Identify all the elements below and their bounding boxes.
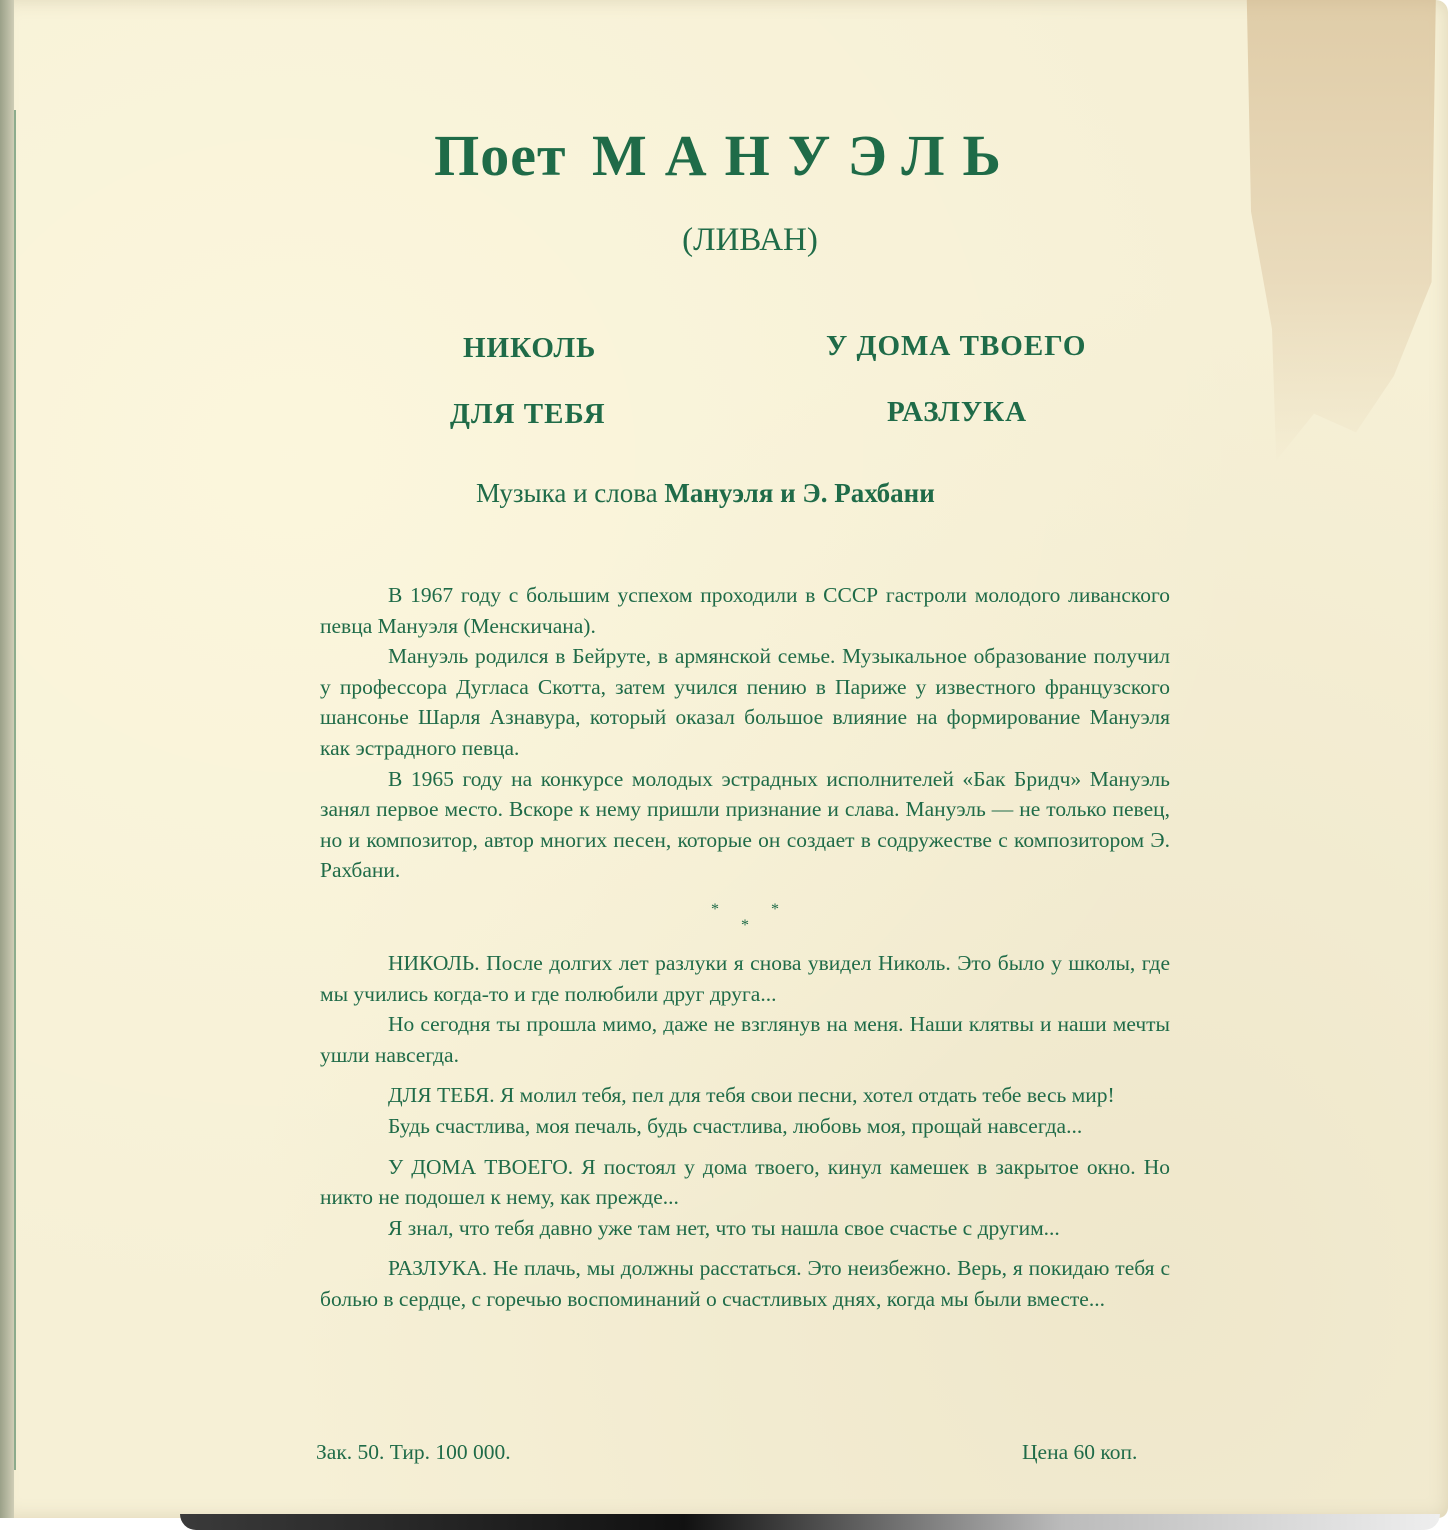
credits-label: Музыка и слова (476, 478, 658, 508)
page-title (0, 122, 1453, 189)
bio-paragraph: Мануэль родился в Бейруте, в армянской семье. Музыкальное образование получил у профессора Дугласа Скотта, затем учился пению в Париже у известного французского шансонье Шарля Азнавура, который оказал большое влияние на формирование Мануэля как эстрадного певца. (320, 644, 1170, 760)
song-description: У ДОМА ТВОЕГО. Я постоял у дома твоего, кинул камешек в закрытое окно. Но никто не подошел к нему, как прежде... (320, 1154, 1170, 1210)
asterisk: * (771, 900, 779, 918)
asterisk: * (741, 916, 749, 934)
song-title-4: РАЗЛУКА (887, 396, 1028, 428)
credits-line (476, 478, 935, 509)
liner-notes (320, 580, 1170, 1314)
bio-paragraph: В 1965 году на конкурсе молодых эстрадных исполнителей «Бак Бридч» Мануэль занял первое место. Вскоре к нему пришли признание и слава. Мануэль — не только певец, но и композитор, автор многих песен, которые он создает в содружестве с композитором Э. Рахбани. (320, 766, 1170, 883)
artist-name: МАНУЭЛЬ (592, 123, 1019, 188)
song-title-1: НИКОЛЬ (463, 332, 597, 364)
song-description: Я знал, что тебя давно уже там нет, что ты нашла свое счастье с другим... (388, 1215, 1060, 1240)
price: Цена 60 коп. (1022, 1440, 1138, 1464)
section-separator (320, 902, 1170, 934)
song-title-2: У ДОМА ТВОЕГО (826, 330, 1087, 362)
artist-country: (ЛИВАН) (682, 222, 818, 258)
song-title-3: ДЛЯ ТЕБЯ (450, 398, 606, 430)
song-description: РАЗЛУКА. Не плачь, мы должны расстаться. Это неизбежно. Верь, я покидаю тебя с болью в сердце, с горечью воспоминаний о счастливых днях, когда мы были вместе... (320, 1256, 1170, 1311)
credits-authors: Мануэля и Э. Рахбани (664, 478, 935, 508)
title-prefix: Поет (434, 123, 567, 188)
print-info: Зак. 50. Тир. 100 000. (316, 1440, 511, 1464)
song-description: НИКОЛЬ. После долгих лет разлуки я снова увидел Николь. Это было у школы, где мы учились когда-то и где полюбили друг друга... (320, 950, 1170, 1006)
vinyl-record-edge (180, 1514, 1440, 1530)
song-description: Будь счастлива, моя печаль, будь счастлива, любовь моя, прощай навсегда... (388, 1113, 1083, 1138)
bio-paragraph: В 1967 году с большим успехом проходили в СССР гастроли молодого ливанского певца Мануэля (Менскичана). (320, 583, 1170, 638)
asterisk: * (711, 900, 719, 918)
song-description: ДЛЯ ТЕБЯ. Я молил тебя, пел для тебя свои песни, хотел отдать тебе весь мир! (388, 1083, 1115, 1108)
song-description: Но сегодня ты прошла мимо, даже не взглянув на меня. Наши клятвы и наши мечты ушли навсегда. (320, 1012, 1170, 1067)
spine-stripe (14, 110, 16, 1470)
